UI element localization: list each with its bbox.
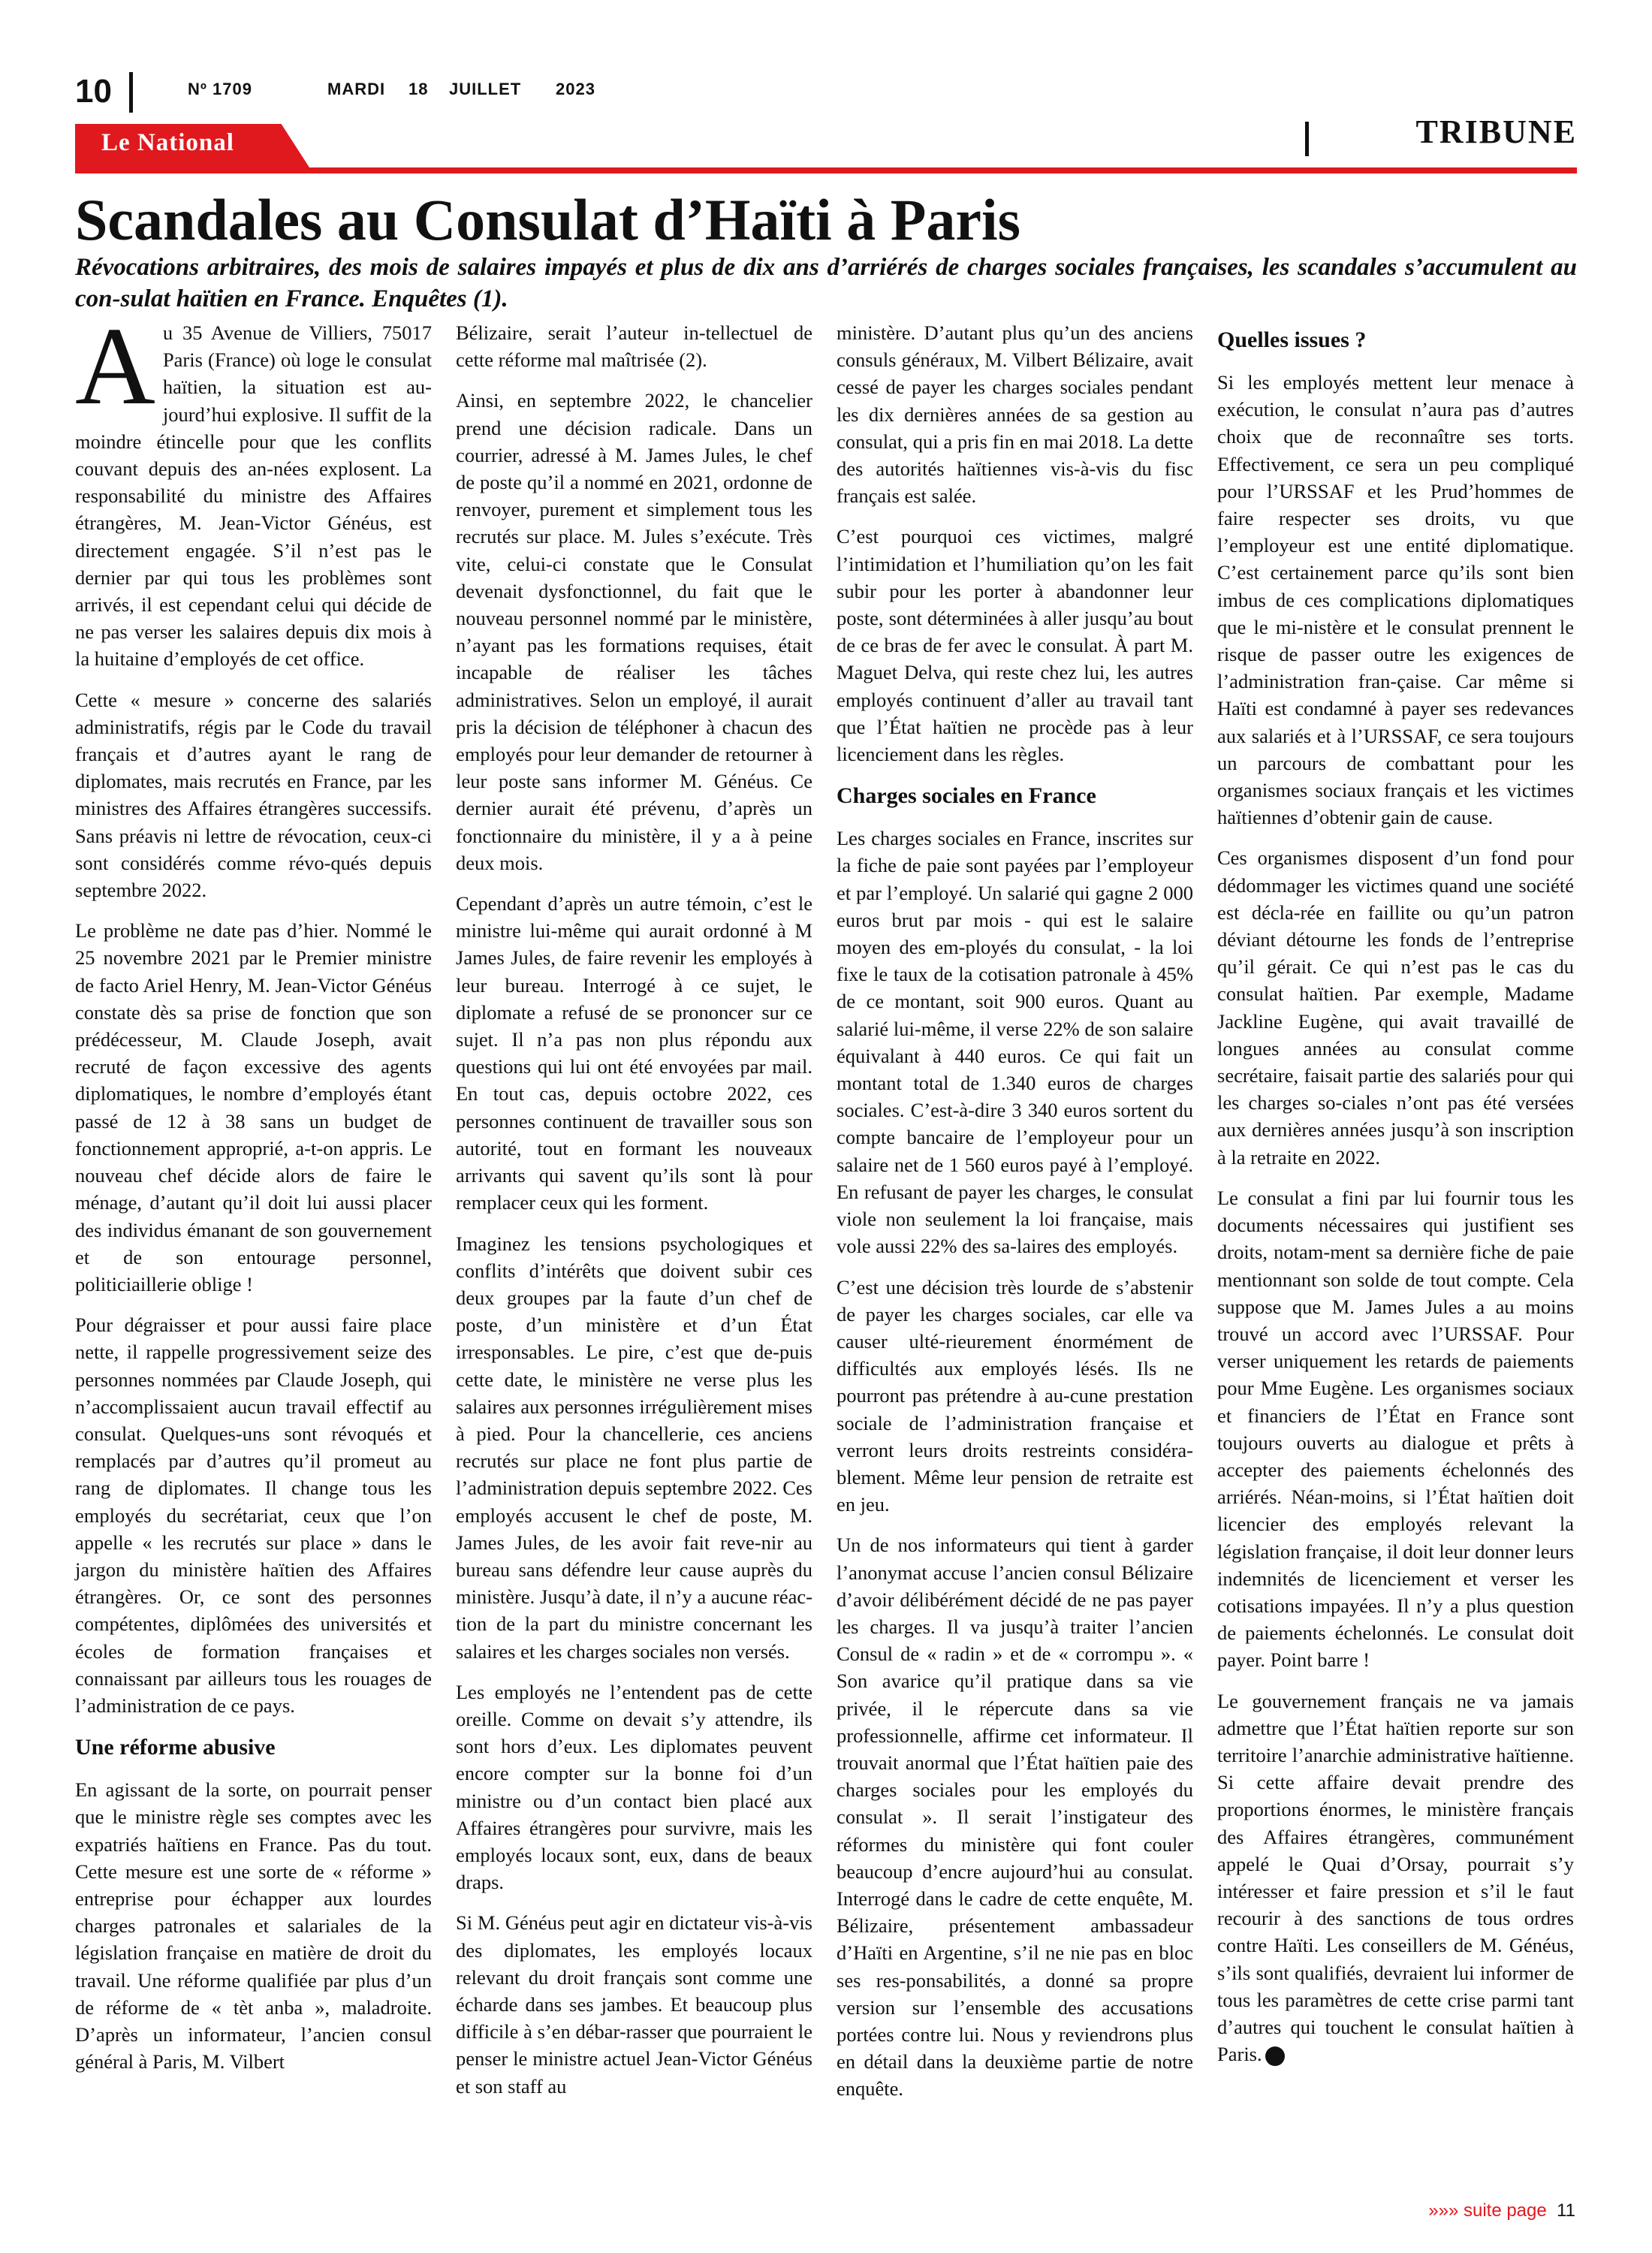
- paragraph: Si M. Généus peut agir en dictateur vis-à-vis des diplomates, les employés locaux relevant du droit français sont comme une écharde dans ses jambes. Et beaucoup plus difficile à s’en débar-rasser que pourraient le penser le ministre actuel Jean-Victor Généus et son staff au: [456, 1911, 812, 2098]
- issue-number: Nº 1709: [188, 80, 252, 98]
- page-number: 10: [75, 73, 112, 110]
- paragraph: C’est une décision très lourde de s’abstenir de payer les charges sociales, car elle va causer ulté-rieurement énormément de difficultés aux employés lésés. Ils ne pourront pas prétendre à au-cune prestation sociale de l’administration française et verront leurs droits restreints considéra-blement. Même leur pension de retraite est en jeu.: [837, 1275, 1193, 1516]
- paragraph: Le problème ne date pas d’hier. Nommé le 25 novembre 2021 par le Premier ministre de facto Ariel Henry, M. Jean-Victor Généus constate dès sa prise de fonction que son prédécesseur, M. Claude Joseph, avait recruté de façon excessive des agents diplomatiques, le nombre d’employés étant passé de 12 à 38 sans un budget de fonctionnement approprié, a-t-on appris. Le nouveau chef décide alors de faire le ménage, d’autant qu’il doit lui aussi placer des individus émanant de son gouvernement et de son entourage personnel, politiciaillerie oblige !: [75, 919, 432, 1295]
- date-day: MARDI: [327, 80, 386, 98]
- paragraph: Si les employés mettent leur menace à exécution, le consulat n’aura pas d’autres choix que de reconnaître ses torts. Effectivement, ce sera un peu compliqué pour l’URSSAF et les Prud’hommes de faire respecter ses droits, vu que l’employeur est une entité diplomatique. C’est certainement parce qu’ils sont bien imbus de ces complications diplomatiques que le mi-nistère et le consulat prennent le risque de passer outre les exigences de l’administration fran-çaise. Car même si Haïti est condamné à payer ses redevances aux salariés et à l’URSSAF, ce sera toujours un parcours de combattant pour les organismes sociaux français et les victimes haïtiennes d’obtenir gain de cause.: [1217, 371, 1574, 829]
- paragraph: Cette « mesure » concerne des salariés administratifs, régis par le Code du travail français et d’autres ayant le rang de diplomates, mais recrutés en France, par les ministres des Affaires étrangères successifs. Sans préavis ni lettre de révocation, ceux-ci sont considérés comme révo-qués depuis septembre 2022.: [75, 688, 432, 902]
- paragraph: ministère. D’autant plus qu’un des anciens consuls généraux, M. Vilbert Bélizaire, avait cessé de payer les charges sociales pendant les dix dernières années de sa gestion au consulat, qui a pris fin en mai 2018. La dette des autorités haïtiennes vis-à-vis du fisc français est salée.: [837, 321, 1193, 508]
- paragraph: Imaginez les tensions psychologiques et conflits d’intérêts que doivent subir ces deux groupes par la faute d’un chef de poste, d’un ministère et d’un État irresponsables. Le pire, c’est que de-puis cette date, le ministère ne verse plus les salaires aux personnes irrégulièrement mises à pied. Pour la chancellerie, ces anciens recrutés sur place ne font plus partie de l’administration depuis septembre 2022. Ces employés accusent le chef de poste, M. James Jules, de les avoir fait reve-nir au bureau sans défendre leur cause auprès du ministère. Jusqu’à date, il n’y a aucune réac-tion de la part du ministre concernant les salaires et les charges sociales non versés.: [456, 1232, 812, 1663]
- paragraph-text: u 35 Avenue de Villiers, 75017 Paris (France) où loge le consulat haïtien, la situation est au-jourd’hui explosive. Il suffit de la moindre étincelle pour que les conflits couvant depuis des an-nées explosent. La responsabilité du ministre des Affaires étrangères, M. Jean-Victor Généus, est directement engagée. S’il n’est pas le dernier par qui tous les problèmes sont arrivés, il est cependant celui qui décide de ne pas verser les salaires depuis dix mois à la huitaine d’employés de cet office.: [75, 321, 432, 671]
- paragraph: [75, 305, 432, 673]
- section-heading: Quelles issues ?: [1217, 327, 1367, 352]
- paragraph: Le consulat a fini par lui fournir tous les documents nécessaires qui justifient ses droits, notam-ment sa dernière fiche de paie mentionnant son solde de tout compte. Cela suppose que M. James Jules a au moins trouvé un accord avec l’URSSAF. Pour verser uniquement les retards de paiements pour Mme Eugène. Les organismes sociaux et financiers de l’État en France sont toujours ouverts au dialogue et prêts à accepter des paiements échelonnés des arriérés. Néan-moins, si l’État haïtien doit licencier des employés relevant la législation française, il doit leur donner leurs indemnités de licenciement et verser les cotisations impayées. Il n’y a plus question de paiements échelonnés. Le consulat doit payer. Point barre !: [1217, 1186, 1574, 1672]
- article-column-2: [456, 319, 812, 2113]
- paragraph: Cependant d’après un autre témoin, c’est le ministre lui-même qui aurait ordonné à M James Jules, de faire revenir les employés à leur bureau. Interrogé à ce sujet, le diplomate a refusé de se prononcer sur ce sujet. Il n’a pas non plus répondu aux questions qui lui ont été envoyées par mail. En tout cas, depuis octobre 2022, ces personnes continuent de travailler sous son autorité, tout en formant les nouveaux arrivants qui savent qu’ils sont là pour remplacer ceux qui les forment.: [456, 892, 812, 1214]
- paragraph: Ces organismes disposent d’un fond pour dédommager les victimes quand une société est décla-rée en faillite ou qu’un patron déviant détourne les fonds de l’entreprise qu’il gérait. Ce qui n’est pas le cas du consulat haïtien. Par exemple, Madame Jackline Eugène, qui avait travaillé de longues années au consulat comme secrétaire, faisait partie des salariés pour qui les charges so-ciales n’ont pas été versées aux dernières années jusqu’à son inscription à la retraite en 2022.: [1217, 846, 1574, 1169]
- paragraph-text: Le gouvernement français ne va jamais admettre que l’État haïtien reporte sur son territoire l’anarchie administrative haïtienne. Si cette affaire devait prendre des proportions énormes, le ministère français des Affaires étrangères, communément appelé le Quai d’Orsay, pourrait s’y intéresser et faire pression et s’il le faut recourir à des sanctions de tous ordres contre Haïti. Les conseillers de M. Généus, s’ils sont qualifiés, devraient lui informer de tous les paramètres de cette crise parmi tant d’autres qui touchent le consulat haïtien à Paris.: [1217, 1689, 1574, 2066]
- paragraph: Pour dégraisser et pour aussi faire place nette, il rappelle progressivement seize des personnes nommées par Claude Joseph, qui n’accomplissaient aucun travail effectif au consulat. Quelques-uns sont révoqués et remplacés par d’autres qu’il promeut au rang de diplomates. Il change tous les employés du secrétariat, ceux que l’on appelle « les recrutés sur place » dans le jargon du ministère haïtien des Affaires étrangères. Or, ce sont des personnes compétentes, diplômées des universités et écoles de formation françaises et connaissant par ailleurs tous les rouages de l’administration de ce pays.: [75, 1313, 432, 1717]
- section-label: TRIBUNE: [1415, 113, 1577, 150]
- brand-name: Le National: [101, 129, 234, 156]
- article-subtitle: Révocations arbitraires, des mois de salaires impayés et plus de dix ans d’arriérés de charges sociales françaises, les scandales s’accumulent au con-sulat haïtien en France. Enquêtes (1).: [75, 254, 1577, 312]
- drop-cap: A: [75, 305, 155, 428]
- article-title: Scandales au Consulat d’Haïti à Paris: [75, 187, 1021, 252]
- page-number-divider: [129, 72, 133, 113]
- continue-page-number: 11: [1557, 2200, 1575, 2221]
- paragraph: En agissant de la sorte, on pourrait penser que le ministre règle ses comptes avec les expatriés haïtiens en France. Pas du tout. Cette mesure est une sorte de « réforme » entreprise pour échapper aux lourdes charges patronales et salariales de la législation française en matière de droit du travail. Une réforme qualifiée par plus d’un de réforme de « tèt anba », maladroite. D’après un informateur, l’ancien consul général à Paris, M. Vilbert: [75, 1778, 432, 2074]
- date-year: 2023: [556, 80, 595, 98]
- paragraph: Les employés ne l’entendent pas de cette oreille. Comme on devait s’y attendre, ils sont hors d’eux. Les diplomates peuvent encore compter sur la bonne foi d’un ministre ou d’un contact bien placé aux Affaires étrangères pour survivre, mais les employés locaux sont, eux, dans de beaux draps.: [456, 1680, 812, 1894]
- paragraph: Ainsi, en septembre 2022, le chancelier prend une décision radicale. Dans un courrier, adressé à M. James Jules, le chef de poste qu’il a nommé en 2021, ordonne de renvoyer, purement et simplement tous les recrutés sur place. M. Jules s’exécute. Très vite, celui-ci constate que le Consulat devenait dysfonctionnel, du fait que le nouveau personnel nommé par le ministère, n’ayant pas les formations requises, était incapable de réaliser les tâches administratives. Selon un employé, il aurait pris la décision de téléphoner à chacun des employés pour leur demander de retourner à leur poste sans informer M. Généus. Ce dernier aurait été prévenu, d’après un fonctionnaire du ministère, il y a à peine deux mois.: [456, 389, 812, 874]
- paragraph: Bélizaire, serait l’auteur in-tellectuel de cette réforme mal maîtrisée (2).: [456, 321, 812, 372]
- end-of-article-icon: [1265, 2046, 1285, 2066]
- paragraph: Un de nos informateurs qui tient à garder l’anonymat accuse l’ancien consul Bélizaire d’avoir délibérément décidé de ne pas payer les charges. Il va jusqu’à traiter l’ancien Consul de « radin » et de « corrompu ». « Son avarice qu’il pratique dans sa vie privée, il le répercute dans sa vie professionnelle, affirme cet informateur. Il trouvait anormal que l’État haïtien paie des charges sociales pour les employés du consulat ». Il serait l’instigateur des réformes du ministère qui font couler beaucoup d’encre aujourd’hui au consulat. Interrogé dans le cadre de cette enquête, M. Bélizaire, présentement ambassadeur d’Haïti en Argentine, s’il ne nie pas en bloc ses res-ponsabilités, a donné sa propre version sur l’ensemble des accusations portées contre lui. Nous y reviendrons plus en détail dans la deuxième partie de notre enquête.: [837, 1534, 1193, 2101]
- paragraph: C’est pourquoi ces victimes, malgré l’intimidation et l’humiliation qu’on les fait subir pour les porter à abandonner leur poste, sont déterminées à aller jusqu’au bout de ce bras de fer avec le consulat. À part M. Maguet Delva, qui reste chez lui, les autres employés continuent d’aller au travail tant que l’État haïtien ne procède pas à leur licenciement dans les règles.: [837, 525, 1193, 766]
- section-divider: [1305, 122, 1309, 156]
- article-column-3: [837, 319, 1193, 2116]
- section-heading: Charges sociales en France: [837, 783, 1096, 809]
- continue-label: suite page: [1463, 2200, 1547, 2221]
- paragraph: [1217, 1687, 1574, 2068]
- paragraph: Les charges sociales en France, inscrites sur la fiche de paie sont payées par l’employeur et par l’employé. Un salarié qui gagne 2 000 euros brut par mois - qui est le salaire moyen des em-ployés du consulat, - la loi fixe le taux de la cotisation patronale à 45% de ce montant, soit 900 euros. Quant au salarié lui-même, il verse 22% de son salaire équivalant à 440 euros. Ce qui fait un montant total de 1.340 euros de charges sociales. C’est-à-dire 3 340 euros sortent du compte bancaire de l’employeur pour un salaire net de 1 560 euros payé à l’employé. En refusant de payer les charges, le consulat viole non seulement la loi française, mais vole aussi 22% des sa-laires des employés.: [837, 827, 1193, 1258]
- date-month: JUILLET: [449, 80, 522, 98]
- section-heading: Une réforme abusive: [75, 1735, 276, 1760]
- continue-arrows-icon: »»»: [1428, 2200, 1459, 2221]
- header-rule: [75, 167, 1577, 173]
- date-number: 18: [408, 80, 429, 98]
- page-header: [75, 69, 1577, 114]
- article-column-4: [1217, 319, 1574, 2081]
- article-column-1: [75, 305, 432, 2089]
- continuation-link[interactable]: [1428, 2200, 1575, 2221]
